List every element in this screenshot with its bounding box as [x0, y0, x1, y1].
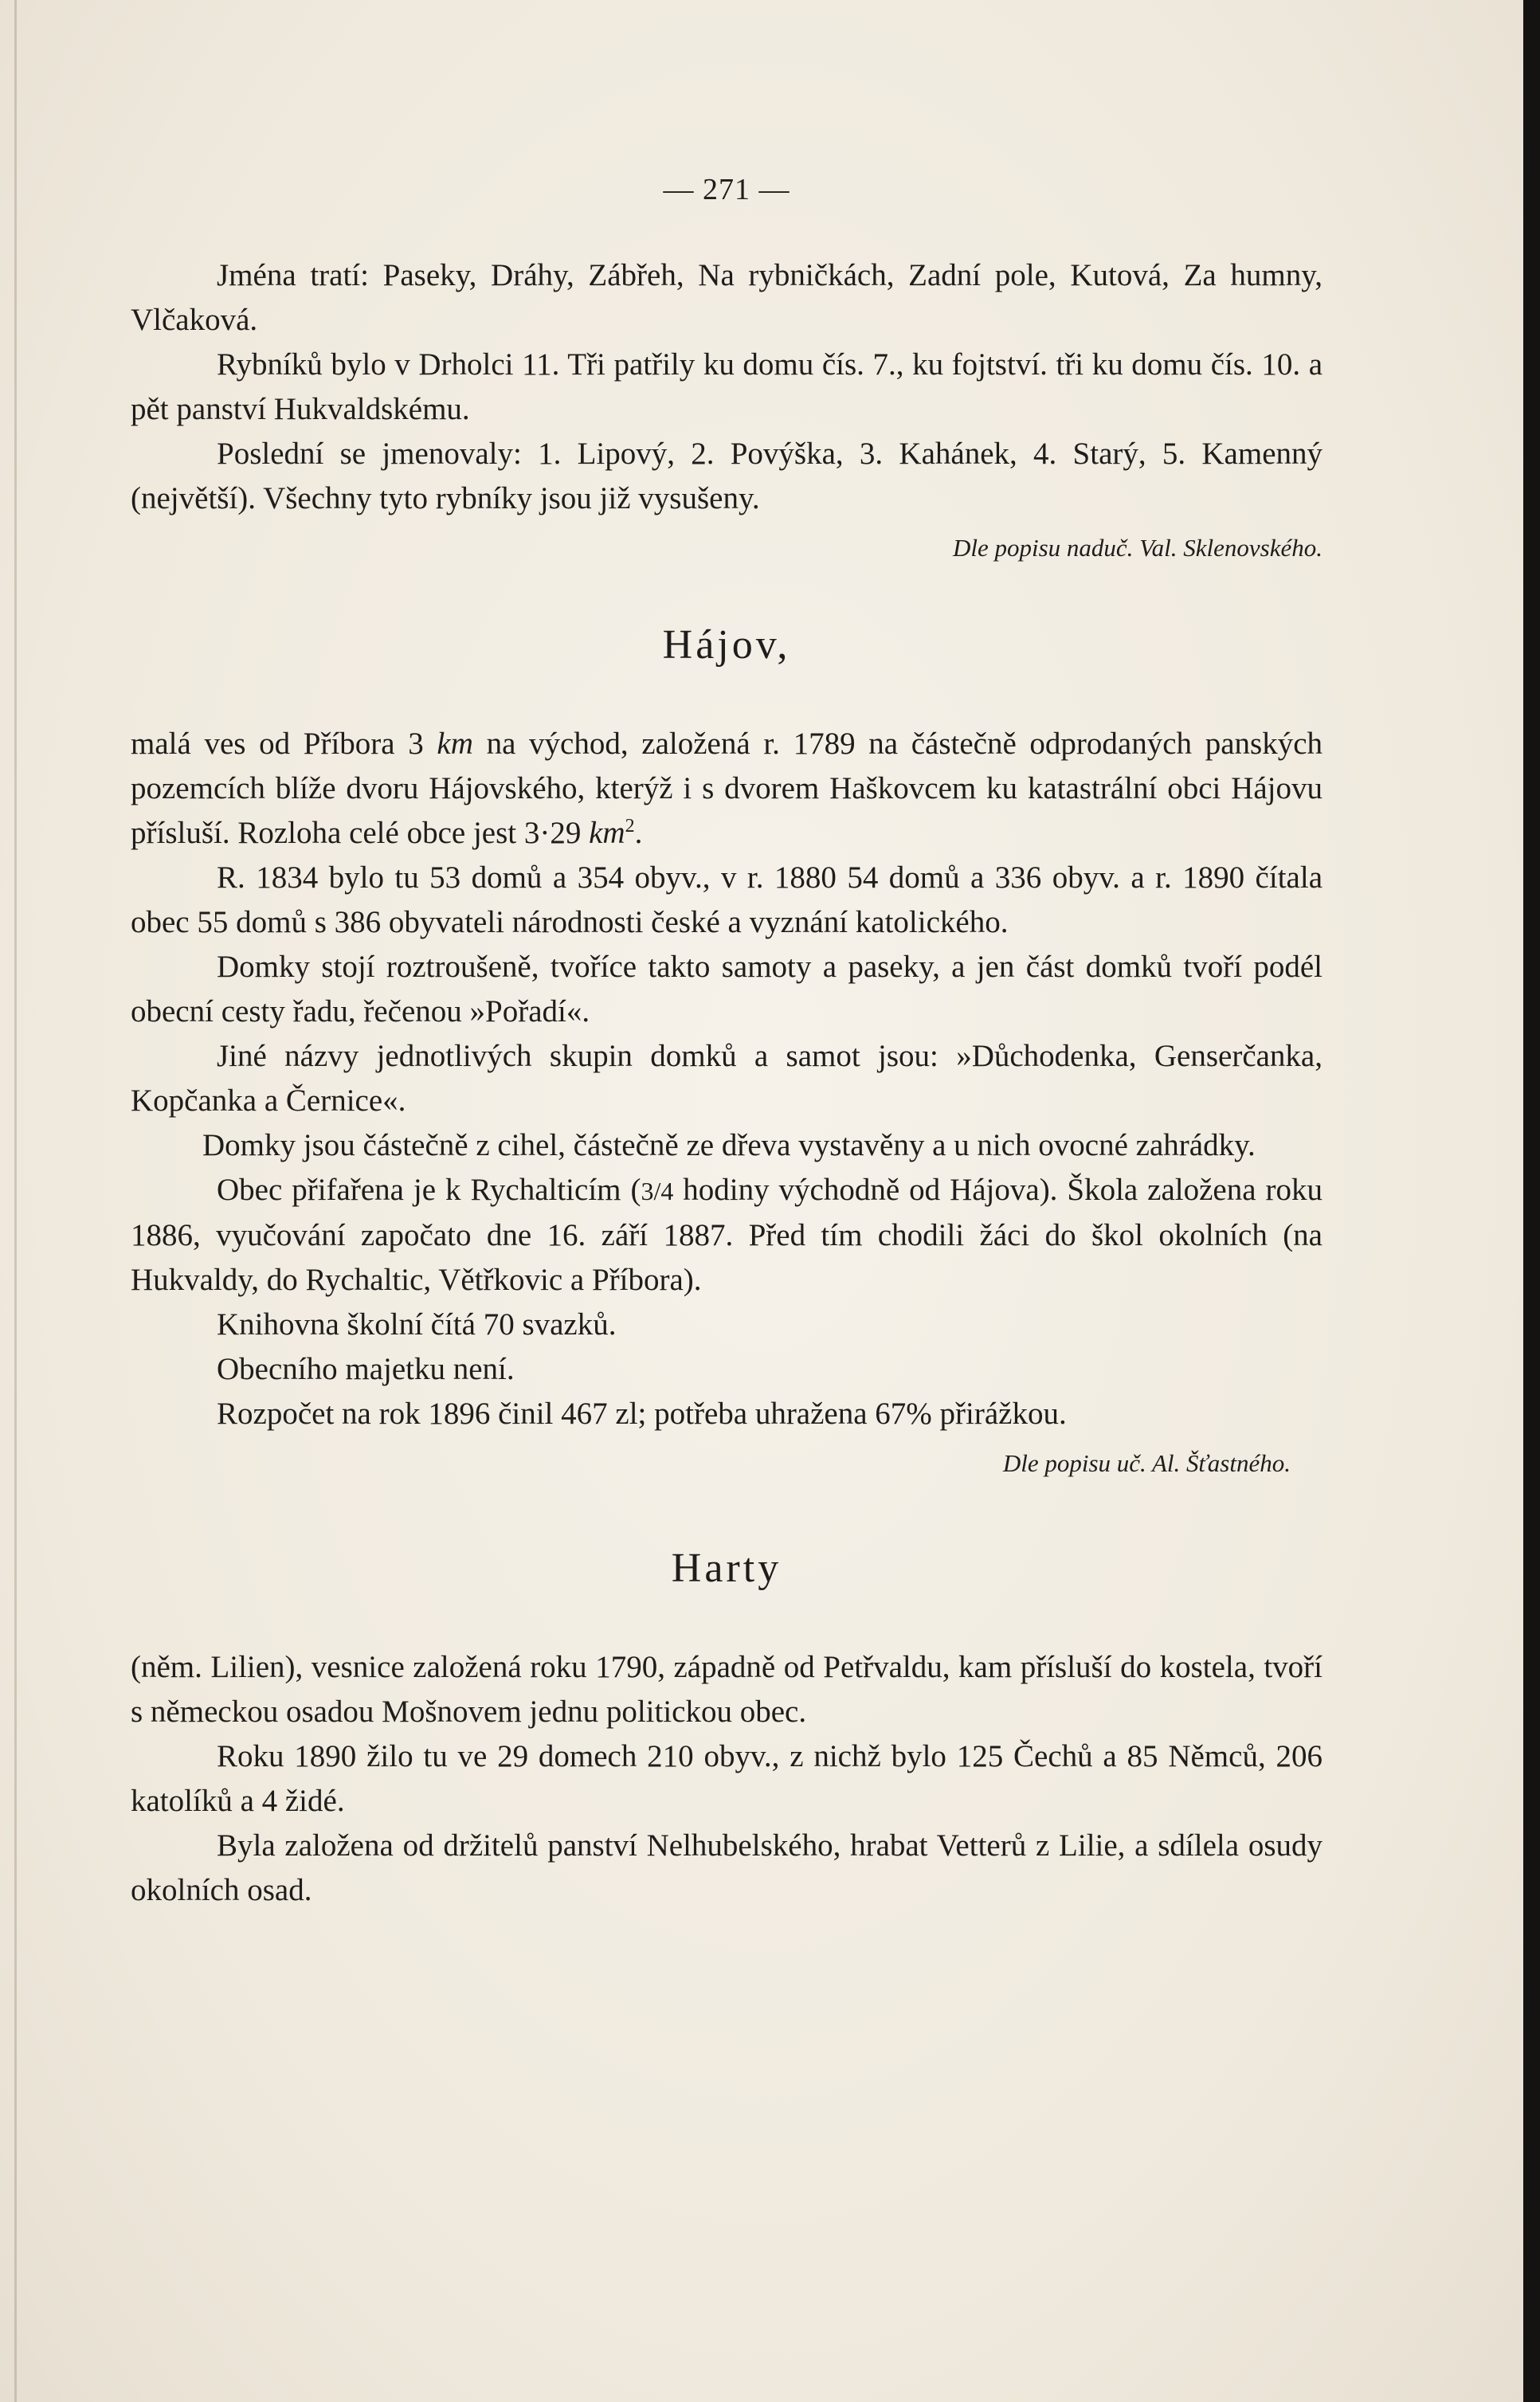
paragraph-hajov-parish-school: [131, 1168, 1323, 1303]
heading-harty: Harty: [671, 1546, 782, 1591]
hajov-intro-text-a: malá ves od Příbora 3: [131, 727, 437, 761]
paragraph-hajov-property: Obecního majetku není.: [217, 1352, 515, 1386]
paragraph-harty-intro: (něm. Lilien), vesnice založená roku 1790, západně od Petřvaldu, kam přísluší do kostela, tvoří s německou osadou Mošnovem jednu politickou obec.: [131, 1650, 1323, 1729]
paragraph-harty-population: Roku 1890 žilo tu ve 29 domech 210 obyv., z nichž bylo 125 Čechů a 85 Němců, 206 katolíků a 4 židé.: [131, 1739, 1323, 1818]
paragraph-hajov-houses: Domky stojí roztroušeně, tvoříce takto samoty a paseky, a jen část domků tvoří podél obecní cesty řadu, řečenou »Pořadí«.: [131, 950, 1323, 1029]
page-text: [131, 167, 1323, 1913]
heading-hajov: Hájov,: [662, 622, 791, 668]
paragraph-pond-names: Poslední se jmenovaly: 1. Lipový, 2. Povýška, 3. Kahánek, 4. Starý, 5. Kamenný (největší). Všechny tyto rybníky jsou již vysušeny.: [131, 437, 1323, 515]
paragraph-hajov-population: R. 1834 bylo tu 53 domů a 354 obyv., v r. 1880 54 domů a 336 obyv. a r. 1890 čítala obec 55 domů s 386 obyvateli národnosti české a vyznání katolického.: [131, 860, 1323, 939]
unit-km: km: [437, 727, 473, 761]
paragraph-hajov-intro: [131, 722, 1323, 856]
paragraph-hajov-budget: Rozpočet na rok 1896 činil 467 zl; potřeba uhražena 67% přirážkou.: [217, 1397, 1067, 1431]
paragraph-harty-history: Byla založena od držitelů panství Nelhubelského, hrabat Vetterů z Lilie, a sdílela osudy okolních osad.: [131, 1828, 1323, 1907]
paragraph-ponds-count: Rybníků bylo v Drholci 11. Tři patřily ku domu čís. 7., ku fojtství. tři ku domu čís. 10. a pět panství Hukvaldskému.: [131, 347, 1323, 426]
paragraph-hajov-buildings: Domky jsou částečně z cihel, částečně ze dřeva vystavěny a u nich ovocné zahrádky.: [202, 1128, 1256, 1162]
paragraph-field-names: Jména tratí: Paseky, Dráhy, Zábřeh, Na rybničkách, Zadní pole, Kutová, Za humny, Vlčaková.: [131, 258, 1323, 337]
page-number: — 271 —: [663, 173, 790, 206]
hajov-intro-end: .: [634, 816, 643, 850]
unit-superscript: 2: [625, 816, 635, 837]
source-citation-hajov: Dle popisu uč. Al. Šťastného.: [1002, 1449, 1291, 1477]
fraction-three-quarters: 3/4: [641, 1177, 674, 1205]
parish-text-b: hodiny východně od Hájova). Škola založena roku 1886, vyučování započato dne 16. září 1887. Před tím chodili žáci do škol okolních (na Hukvaldy, do Rychaltic, Větřkovic a Příbora).: [131, 1173, 1323, 1297]
unit-km2: km: [589, 816, 625, 850]
source-citation-drholec: Dle popisu naduč. Val. Sklenovského.: [952, 534, 1323, 562]
parish-text-a: Obec přifařena je k Rychalticím (: [217, 1173, 641, 1207]
paragraph-hajov-library: Knihovna školní čítá 70 svazků.: [217, 1307, 617, 1342]
hajov-intro-text-b: na východ, založená r. 1789 na částečně odprodaných panských pozemcích blíže dvoru Hájovského, kterýž i s dvorem Haškovcem ku katastrální obci Hájovu přísluší. Rozloha celé obce jest 3·29: [131, 727, 1323, 850]
paragraph-hajov-group-names: Jiné názvy jednotlivých skupin domků a samot jsou: »Důchodenka, Genserčanka, Kopčanka a Černice«.: [131, 1039, 1323, 1118]
